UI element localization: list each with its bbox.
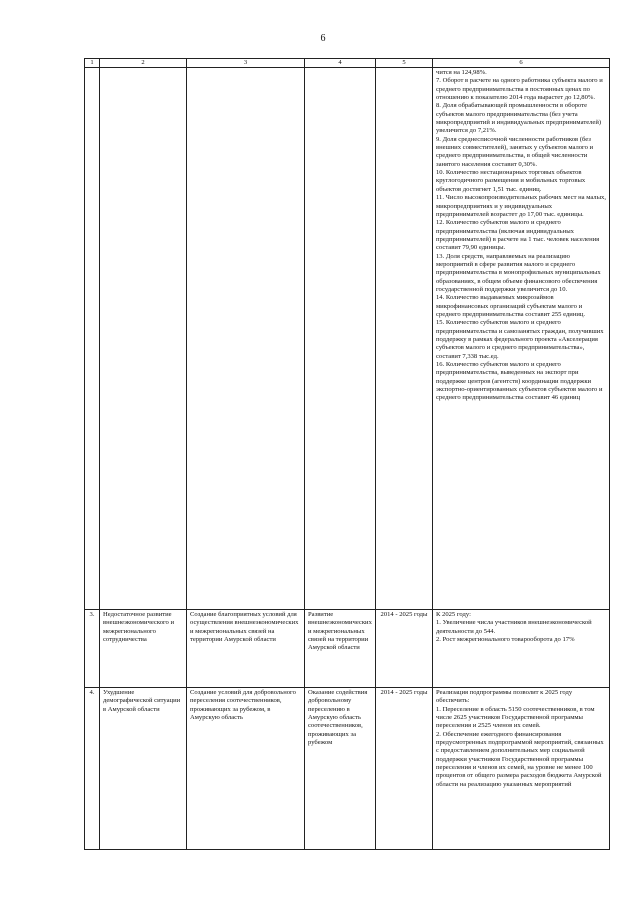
row-number: 4. (85, 688, 100, 850)
result-item: 14. Количество выдаваемых микрозаймов микрофинансовых организаций субъектам малого и среднего предпринимательства составит 255 единиц. (436, 294, 586, 318)
result-item: 1. Увеличение числа участников внешнеэкономической деятельности до 544. (436, 619, 592, 635)
result-item: 1. Переселение в область 5150 соотечественников, в том числе 2625 участников Государственной программы переселения и 2525 членов их семей. (436, 705, 595, 730)
header-col-1: 1 (85, 59, 100, 68)
result-item: 2. Рост межрегионального товарооборота до 17% (436, 636, 575, 644)
period-cell: 2014 - 2025 годы (376, 610, 433, 688)
header-col-4: 4 (305, 59, 376, 68)
result-item: 16. Количество субъектов малого и среднего предпринимательства, выведенных на экспорт при поддержке центров (агентств) координации поддержки экспортно-ориентированных субъектов субъектов малого и среднего предпринимательства составит 46 единиц (436, 361, 603, 402)
result-item: 2. Обеспечение ежегодного финансирования предусмотренных подпрограммой мероприятий, связанных с предоставлением дополнительных мер социальной поддержки участников Государственной программы переселения и членов их семей, на уровне не менее 100 процентов от общего размера расходов бюджета Амурской области на реализацию указанных мероприятий (436, 730, 604, 788)
header-col-6: 6 (433, 59, 610, 68)
problem-cell: Недостаточное развитие внешнеэкономического и межрегионального сотрудничества (100, 610, 187, 688)
table-row (85, 610, 610, 688)
result-item: 7. Оборот в расчете на одного работника субъекта малого и среднего предпринимательства в постоянных ценах по отношению к показателю 2014 года вырастет до 12,80%. (436, 77, 603, 102)
result-item: 9. Доля среднесписочной численности работников (без внешних совместителей), занятых у субъектов малого и среднего предпринимательства, в общей численности занятого населения составит 0,30%. (436, 135, 594, 168)
header-col-2: 2 (100, 59, 187, 68)
result-item: Реализация подпрограммы позволит к 2025 году обеспечить: (436, 689, 573, 705)
result-item: 10. Количество нестационарных торговых объектов круглогодичного размещения и мобильных торговых объектов достигнет 1,51 тыс. единиц. (436, 169, 586, 193)
table-row-continuation (85, 68, 610, 610)
results-cell (433, 688, 610, 850)
results-cell (433, 68, 610, 610)
row-number: 3. (85, 610, 100, 688)
header-col-3: 3 (187, 59, 305, 68)
result-item: К 2025 году: (436, 611, 471, 618)
table-header-row (85, 59, 610, 68)
table-row (85, 688, 610, 850)
subprogram-cell: Оказание содействия добровольному переселению в Амурскую область соотечественников, проживающих за рубежом (305, 688, 376, 850)
result-item: 15. Количество субъектов малого и среднего предпринимательства и самозанятых граждан, получивших поддержку в рамках федерального проекта «Акселерация субъектов малого и среднего предпринимательства», составит 7,338 тыс.ед. (436, 319, 604, 360)
programs-table (84, 58, 610, 850)
page-number: 6 (320, 33, 326, 44)
result-item: 8. Доля обрабатывающей промышленности в обороте субъектов малого предпринимательства (без учета микропредприятий и индивидуальных предпринимателей) увеличится до 7,21%. (436, 102, 602, 135)
problem-cell: Ухудшение демографической ситуации в Амурской области (100, 688, 187, 850)
result-item: 11. Число высокопроизводительных рабочих мест на малых, микропредприятиях и у индивидуальных предпринимателей возрастет до 17,00 тыс. единицы. (436, 194, 606, 218)
header-col-5: 5 (376, 59, 433, 68)
results-cell (433, 610, 610, 688)
result-item: 13. Доля средств, направляемых на реализацию мероприятий в сфере развития малого и среднего предпринимательства в монопрофильных муниципальных образованиях, в общем объеме финансового обеспечения государственной поддержки увеличится до 10. (436, 252, 601, 293)
period-cell: 2014 - 2025 годы (376, 688, 433, 850)
subprogram-cell: Развитие внешнеэкономических и межрегиональных связей на территории Амурской области (305, 610, 376, 688)
result-item: чится на 124,98%. (436, 69, 487, 76)
goal-cell: Создание условий для добровольного переселения соотечественников, проживающих за рубежом, в Амурскую область (187, 688, 305, 850)
result-item: 12. Количество субъектов малого и среднего предпринимательства (включая индивидуальных предпринимателей) в расчете на 1 тыс. человек населения составит 79,90 единицы. (436, 219, 600, 252)
goal-cell: Создание благоприятных условий для осуществления внешнеэкономических и межрегиональных связей на территории Амурской области (187, 610, 305, 688)
